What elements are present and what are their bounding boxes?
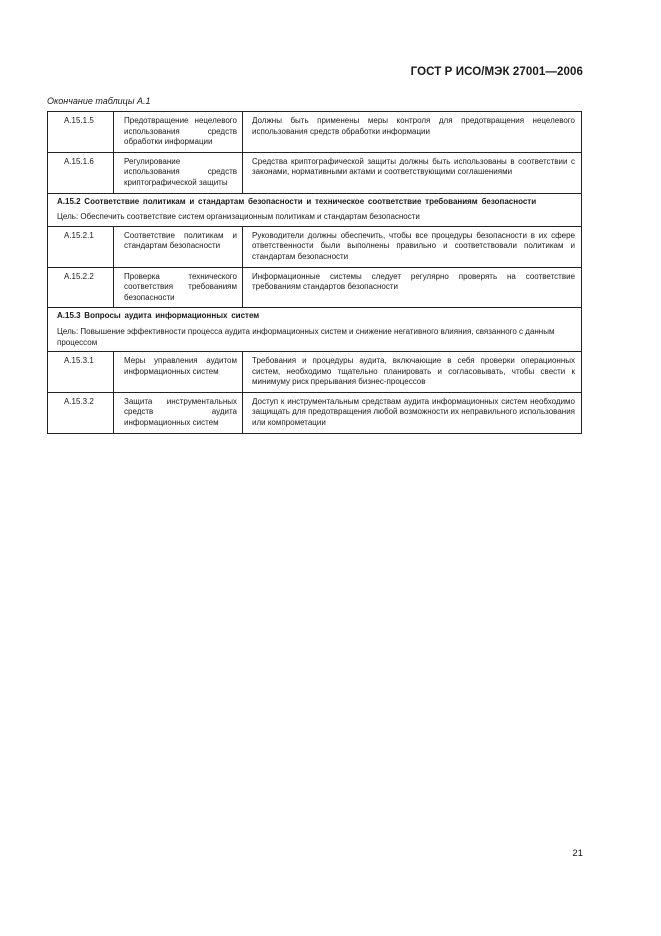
control-number: A.15.3.2 [48,392,114,433]
control-name: Соответствие политикам и стандартам безопасности [114,226,243,267]
control-description: Требования и процедуры аудита, включающие в себя проверки операционных систем, необходимо тщательно планировать и согласовывать, чтобы свести к минимуму риск прерывания бизнес-процессов [243,352,582,393]
control-description: Средства криптографической защиты должны быть использованы в соответствии с законами, нормативными актами и соответствующими соглашениями [243,152,582,193]
table-row [48,267,582,308]
controls-table [47,111,582,434]
section-heading: A.15.2 Соответствие политикам и стандартам безопасности и техническое соответствие требованиям безопасности [48,193,582,209]
control-number: A.15.1.6 [48,152,114,193]
table-row [48,112,582,153]
table-caption: Окончание таблицы А.1 [47,96,151,106]
section-goal-row [48,209,582,226]
control-name: Меры управления аудитом информационных систем [114,352,243,393]
control-name: Проверка технического соответствия требованиям безопасности [114,267,243,308]
section-goal-row [48,324,582,352]
table-row [48,352,582,393]
section-heading-row [48,193,582,209]
page-number: 21 [572,848,583,859]
control-number: A.15.1.5 [48,112,114,153]
section-goal: Цель: Обеспечить соответствие систем организационным политикам и стандартам безопасности [48,209,582,226]
control-number: A.15.2.1 [48,226,114,267]
control-description: Должны быть применены меры контроля для предотвращения нецелевого использования средств обработки информации [243,112,582,153]
section-heading-row [48,308,582,324]
control-name: Предотвращение нецелевого использования средств обработки информации [114,112,243,153]
table-row [48,392,582,433]
control-name: Регулирование использования средств криптографической защиты [114,152,243,193]
control-name: Защита инструментальных средств аудита информационных систем [114,392,243,433]
section-goal: Цель: Повышение эффективности процесса аудита информационных систем и снижение негативного влияния, связанного с данным процессом [48,324,582,352]
control-number: A.15.3.1 [48,352,114,393]
table-row [48,152,582,193]
document-header: ГОСТ Р ИСО/МЭК 27001—2006 [410,66,583,78]
section-heading: A.15.3 Вопросы аудита информационных систем [48,308,582,324]
control-description: Руководители должны обеспечить, чтобы все процедуры безопасности в их сфере ответственности были выполнены правильно и соответствовали политикам и стандартам безопасности [243,226,582,267]
control-description: Информационные системы следует регулярно проверять на соответствие требованиям стандартов безопасности [243,267,582,308]
control-description: Доступ к инструментальным средствам аудита информационных систем необходимо защищать для предотвращения любой возможности их неправильного использования или компрометации [243,392,582,433]
control-number: A.15.2.2 [48,267,114,308]
table-row [48,226,582,267]
